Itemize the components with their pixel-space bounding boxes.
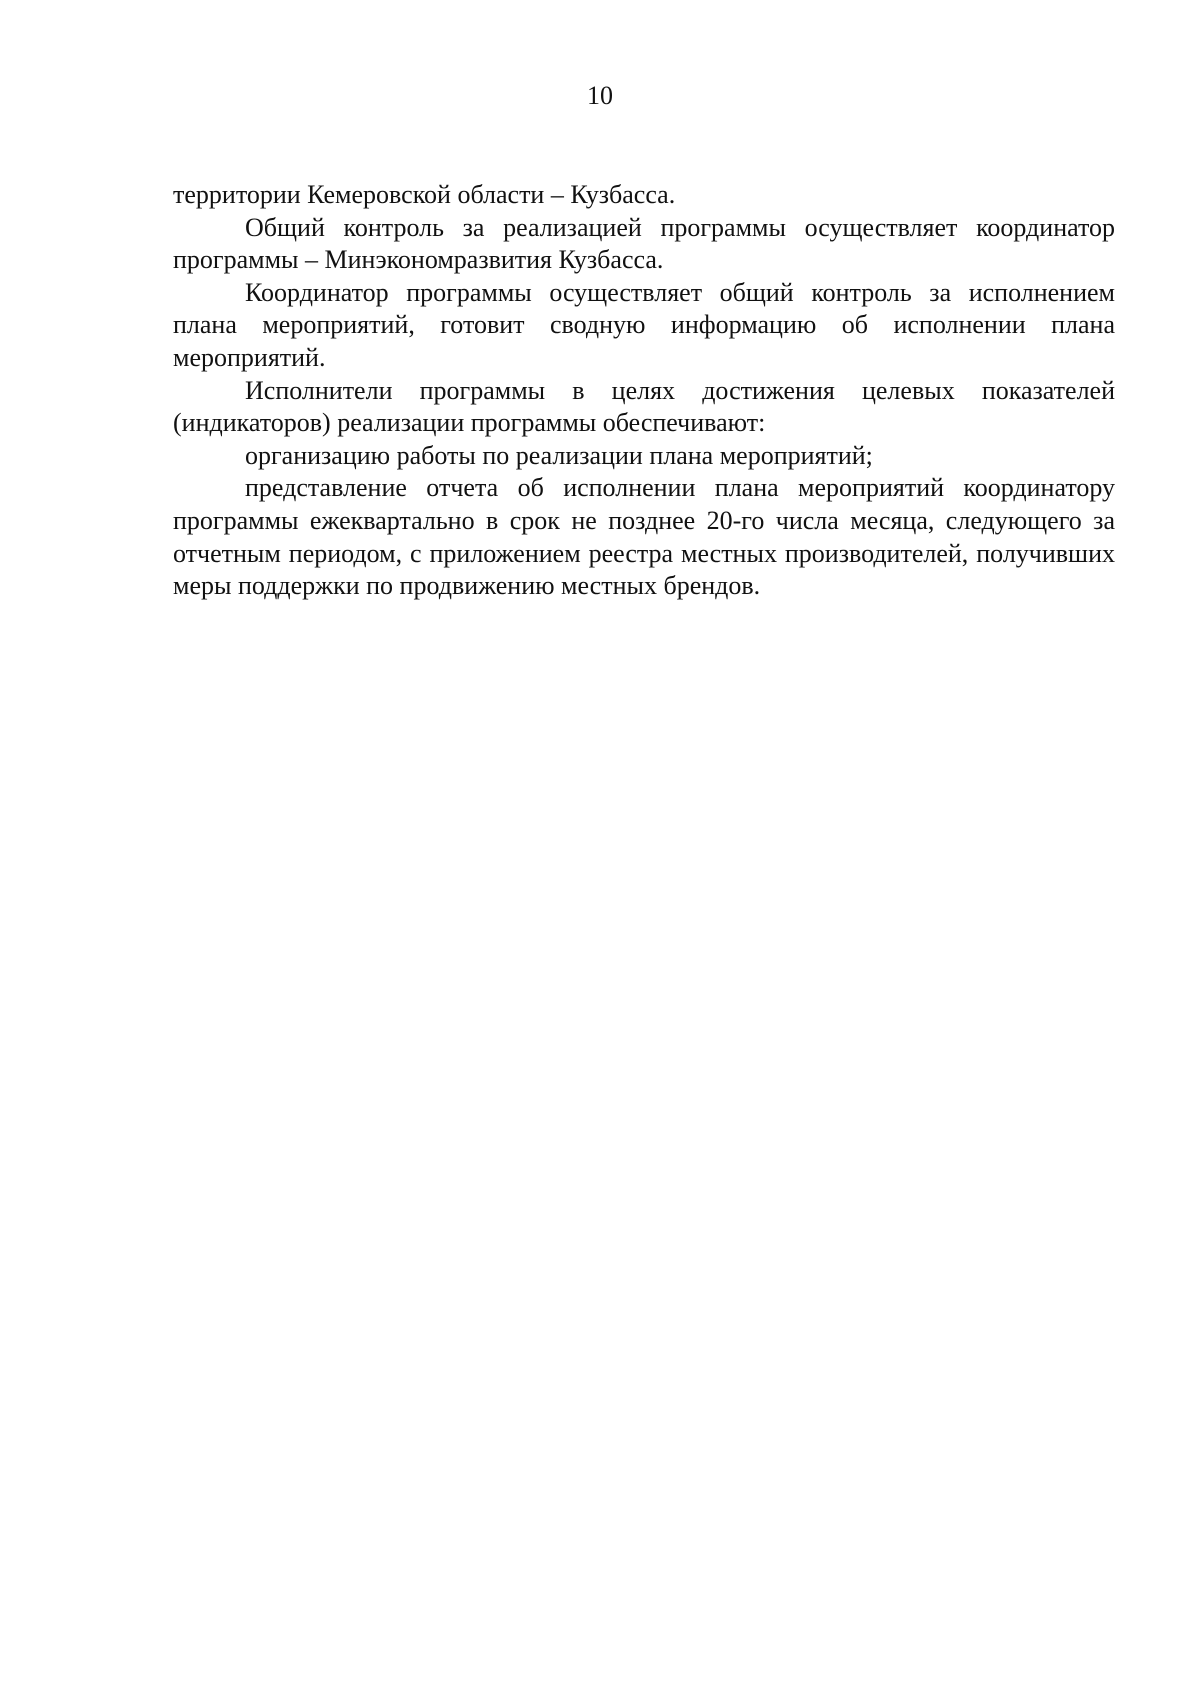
paragraph-work-organization: организацию работы по реализации плана мероприятий; (245, 440, 873, 470)
page-number: 10 (587, 81, 613, 110)
paragraph-coordinator-duties: Координатор программы осуществляет общий контроль за исполнением плана мероприятий, готовит сводную информацию об исполнении плана мероприятий. (173, 277, 1115, 372)
paragraph-general-control: Общий контроль за реализацией программы осуществляет координатор программы – Минэкономразвития Кузбасса. (173, 212, 1115, 275)
paragraph-report-submission: представление отчета об исполнении плана мероприятий координатору программы ежеквартально в срок не позднее 20-го числа месяца, следующего за отчетным периодом, с приложением реестра местных производителей, получивших меры поддержки по продвижению местных брендов. (173, 473, 1115, 601)
paragraph-executors-provide: Исполнители программы в целях достижения целевых показателей (индикаторов) реализации программы обеспечивают: (173, 375, 1115, 438)
document-body (173, 179, 1115, 603)
paragraph-continuation: территории Кемеровской области – Кузбасса. (173, 180, 676, 209)
